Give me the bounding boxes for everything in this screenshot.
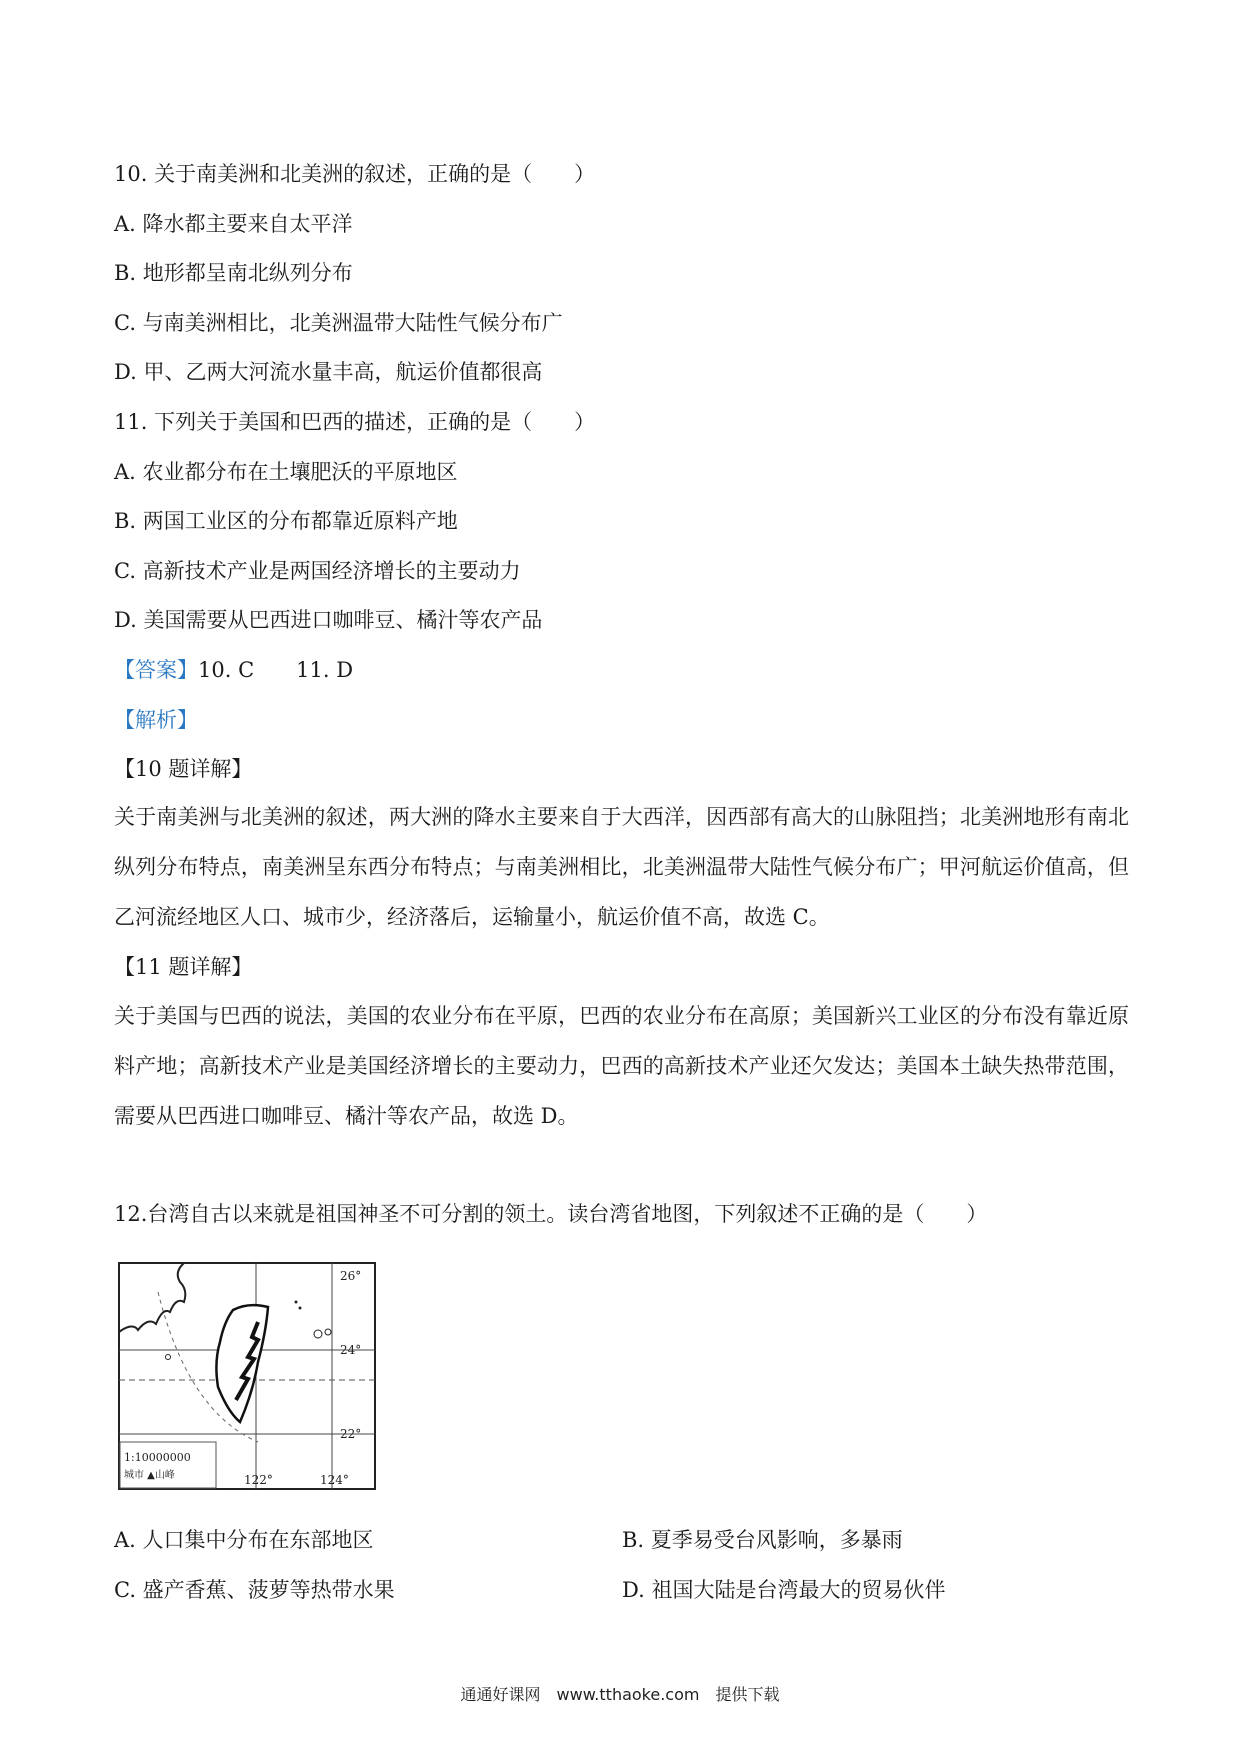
answer-line <box>114 656 353 684</box>
taiwan-map-figure <box>118 1262 378 1492</box>
map-lon-label: 122° <box>244 1473 273 1487</box>
analysis-line <box>114 706 198 734</box>
map-island <box>295 1301 298 1304</box>
map-legend: 城市 ▲山峰 <box>124 1470 175 1481</box>
map-legend-box <box>120 1442 216 1488</box>
map-scale: 1:10000000 <box>124 1451 191 1464</box>
taiwan-map <box>118 1262 378 1492</box>
q10-option-c: C. 与南美洲相比，北美洲温带大陆性气候分布广 <box>114 311 563 335</box>
map-lat-label: 24° <box>340 1343 362 1357</box>
q11-option-a: A. 农业都分布在土壤肥沃的平原地区 <box>114 460 458 484</box>
page-footer: 通通好课网 www.tthaoke.com 提供下载 <box>460 1685 780 1704</box>
answer-tag: 【答案】 <box>114 658 198 682</box>
q12-option-a: A. 人口集中分布在东部地区 <box>114 1528 374 1552</box>
q12-option-c: C. 盛产香蕉、菠萝等热带水果 <box>114 1578 395 1602</box>
answer-text: 10. C 11. D <box>198 658 354 682</box>
detail10-body: 关于南美洲与北美洲的叙述，两大洲的降水主要来自于大西洋，因西部有高大的山脉阻挡；北美洲地形有南北纵列分布特点，南美洲呈东西分布特点；与南美洲相比，北美洲温带大陆性气候分布广；甲河航运价值高，但乙河流经地区人口、城市少，经济落后，运输量小，航运价值不高，故选 C。 <box>114 805 1129 929</box>
detail11-body: 关于美国与巴西的说法，美国的农业分布在平原，巴西的农业分布在高原；美国新兴工业区的分布没有靠近原料产地；高新技术产业是美国经济增长的主要动力，巴西的高新技术产业还欠发达；美国本土缺失热带范围，需要从巴西进口咖啡豆、橘汁等农产品，故选 D。 <box>114 1004 1129 1128</box>
q12-option-d: D. 祖国大陆是台湾最大的贸易伙伴 <box>622 1578 946 1602</box>
analysis-tag: 【解析】 <box>114 708 198 732</box>
detail11-heading: 【11 题详解】 <box>114 955 253 979</box>
q10-option-d: D. 甲、乙两大河流水量丰高，航运价值都很高 <box>114 360 543 384</box>
q10-option-a: A. 降水都主要来自太平洋 <box>114 212 353 236</box>
q11-option-d: D. 美国需要从巴西进口咖啡豆、橘汁等农产品 <box>114 608 543 632</box>
q12-stem: 12.台湾自古以来就是祖国神圣不可分割的领土。读台湾省地图，下列叙述不正确的是（ ） <box>114 1202 988 1226</box>
map-lon-label: 124° <box>320 1473 349 1487</box>
map-lat-label: 22° <box>340 1427 362 1441</box>
q10-stem: 10. 关于南美洲和北美洲的叙述，正确的是（ ） <box>114 162 596 186</box>
map-lat-label: 26° <box>340 1269 362 1283</box>
q11-option-b: B. 两国工业区的分布都靠近原料产地 <box>114 509 458 533</box>
q12-option-b: B. 夏季易受台风影响，多暴雨 <box>622 1528 903 1552</box>
q11-option-c: C. 高新技术产业是两国经济增长的主要动力 <box>114 559 521 583</box>
q10-option-b: B. 地形都呈南北纵列分布 <box>114 261 353 285</box>
map-island <box>299 1307 302 1310</box>
q11-stem: 11. 下列关于美国和巴西的描述，正确的是（ ） <box>114 410 596 434</box>
detail10-heading: 【10 题详解】 <box>114 757 253 781</box>
